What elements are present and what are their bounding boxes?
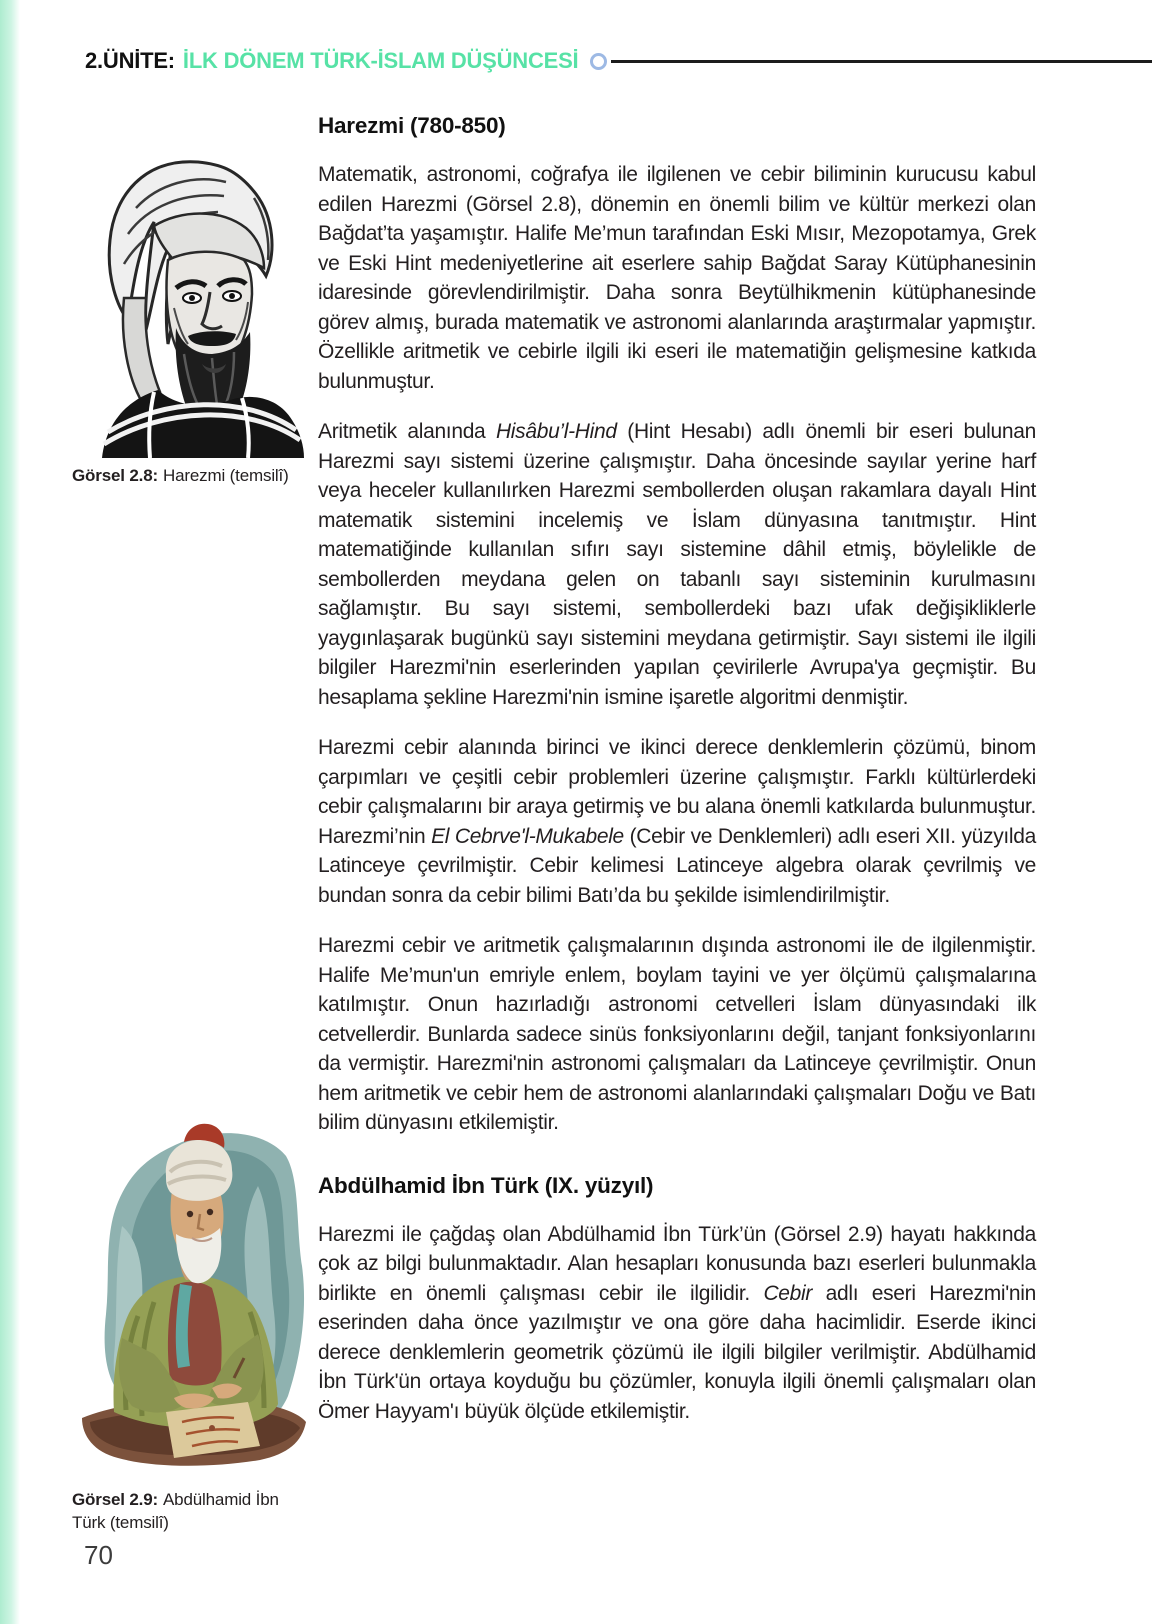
figure-ibn-turk-painting (62, 1116, 318, 1489)
main-text-column (318, 112, 1036, 1447)
unit-title: İLK DÖNEM TÜRK-İSLAM DÜŞÜNCESİ (182, 48, 579, 73)
paragraph: Harezmi ile çağdaş olan Abdülhamid İbn Türk’ün (Görsel 2.9) hayatı hakkında çok az bilgi bulunmaktadır. Alan hesapları konusunda bazı eserleri bulunmakla birlikte en önemli çalışması cebir ile ilgilidir. Cebir adlı eseri Harezmi'nin eserinden daha önce yazılmıştır ve ona göre daha hacimlidir. Eserde ikinci derece denklemlerin geometrik çözümü ile ilgili bilgiler verilmiştir. Abdülhamid İbn Türk'ün ortaya koyduğu bu çözümler, konuyla ilgili önemli çalışmaları olan Ömer Hayyam'ı büyük ölçüde etkilemiştir. (318, 1222, 1036, 1423)
unit-label: 2.ÜNİTE: (85, 48, 175, 73)
figure-caption-label: Görsel 2.8: (72, 466, 159, 485)
paragraph: Aritmetik alanında Hisâbu’l-Hind (Hint Hesabı) adlı önemli bir eseri bulunan Harezmi sayı sistemi üzerine çalışmıştır. Daha öncesinde sayılar yerine harf veya heceler kullanılırken Harezmi sembollerden oluşan rakamlara dayalı Hint matematik sistemini incelemiş ve İslam dünyasına tanıtmıştır. Hint matematiğinde kullanılan sıfırı sayı sistemine dâhil etmiş, böylelikle de sembollerden meydana gelen on tabanlı sayı sisteminin kurulmasını sağlamıştır. Bu sayı sistemi, sembollerdeki bazı ufak değişikliklerle yaygınlaşarak bugünkü sayı sistemini meydana getirmiştir. Sayı sistemi ile ilgili bilgiler Harezmi'nin eserlerinden yapılan çevirilerle Avrupa'ya geçmiştir. Bu hesaplama şekline Harezmi'nin ismine işaretle algoritmi denmiştir. (318, 420, 1036, 709)
figure-harezmi-portrait (84, 148, 312, 465)
figure-caption-text: Harezmi (temsilî) (163, 466, 289, 485)
page-header (85, 48, 1152, 74)
figure-caption-text: Abdülhamid İbn Türk (temsilî) (72, 1490, 279, 1532)
harezmi-engraving-image (84, 148, 312, 460)
ibn-turk-painting-image (62, 1116, 318, 1484)
figure-caption-2-9 (72, 1488, 310, 1534)
section-heading-ibn-turk: Abdülhamid İbn Türk (IX. yüzyıl) (318, 1172, 654, 1198)
circle-marker-icon (590, 53, 607, 70)
paragraph: Harezmi cebir alanında birinci ve ikinci derece denklemlerin çözümü, binom çarpımları ve çeşitli cebir problemleri üzerine çalışmıştır. Farklı kültürlerdeki cebir çalışmalarını bir araya getirmiş ve bu alana önemli katkılarda bulunmuştur. Harezmi’nin El Cebrve'l-Mukabele (Cebir ve Denklemleri) adlı eseri XII. yüzyılda Latinceye çevrilmiştir. Cebir kelimesi Latinceye algebra olarak çevrilmiş ve bundan sonra da cebir bilimi Batı’da bu şekilde isimlendirilmiştir. (318, 736, 1037, 907)
figure-caption-2-8 (72, 464, 310, 487)
paragraph: Matematik, astronomi, coğrafya ile ilgilenen ve cebir biliminin kurucusu kabul edilen Harezmi (Görsel 2.8), dönemin en önemli bilim ve kültür merkezi olan Bağdat’ta yaşamıştır. Halife Me’mun tarafından Eski Mısır, Mezopotamya, Grek ve Eski Hint medeniyetlerine ait eserlere sahip Bağdat Saray Kütüphanesinin idaresinde görevlendirilmiştir. Daha sonra Beytülhikmenin kütüphanesinde görev almış, burada matematik ve astronomi alanlarında araştırmalar yapmıştır. Özellikle aritmetik ve cebirle ilgili iki eseri ile matematiğin gelişmesine katkıda bulunmuştur. (318, 163, 1036, 393)
header-rule (611, 60, 1152, 63)
section-heading-harezmi: Harezmi (780-850) (318, 113, 506, 138)
figure-caption-label: Görsel 2.9: (72, 1490, 159, 1509)
page-number: 70 (84, 1540, 113, 1570)
paragraph: Harezmi cebir ve aritmetik çalışmalarının dışında astronomi ile de ilgilenmiştir. Halife Me’mun'un emriyle enlem, boylam tayini ve yer ölçümü çalışmalarına katılmıştır. Onun hazırladığı astronomi cetvelleri İslam dünyasındaki ilk cetvellerdir. Bunlarda sadece sinüs fonksiyonlarını değil, tanjant fonksiyonlarını da vermiştir. Harezmi'nin astronomi çalışmaları da Latinceye çevrilmiştir. Onun hem aritmetik ve cebir hem de astronomi alanlarındaki çalışmaları Doğu ve Batı bilim dünyasını etkilemiştir. (318, 934, 1036, 1134)
page-edge-stripe (0, 0, 20, 1624)
